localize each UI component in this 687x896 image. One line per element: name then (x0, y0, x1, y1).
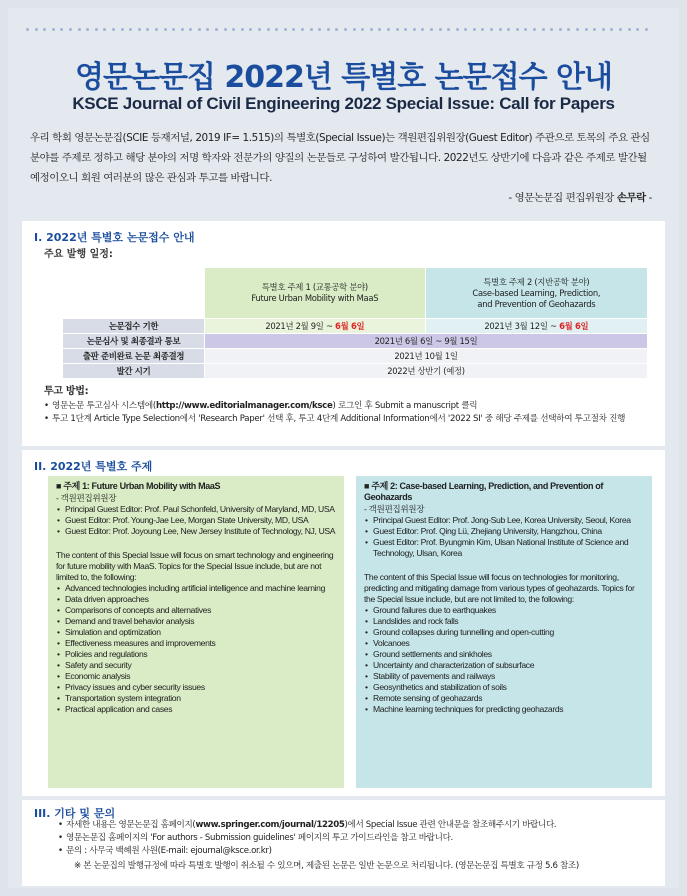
decorative-dot (378, 28, 381, 31)
decorative-dot (421, 28, 424, 31)
decorative-dot (198, 28, 201, 31)
theme1-description: The content of this Special Issue will focus on smart technology and engineering for future mobility with MaaS. Topics for the Special Issue include, but are not limited to, the following: (56, 550, 334, 582)
editor-item: • Guest Editor: Prof. Joyoung Lee, New Jersey Institute of Technology, NJ, USA (56, 526, 336, 537)
topic-item: • Ground collapses during tunnelling and open-cutting (364, 627, 644, 638)
springer-link[interactable]: www.springer.com/journal/12205 (195, 820, 345, 830)
section-themes (22, 450, 665, 796)
topic-item: • Demand and travel behavior analysis (56, 616, 336, 627)
schedule-label: 주요 발행 일정: (44, 249, 113, 260)
signature-name: 손무락 (616, 192, 646, 204)
theme1-editors-label: - 객원편집위원장 (56, 493, 117, 503)
theme2-header (425, 268, 647, 319)
decorative-dot (52, 28, 55, 31)
decorative-dot (344, 28, 347, 31)
decorative-dot (275, 28, 278, 31)
decorative-dot (490, 28, 493, 31)
editor-item: • Guest Editor: Prof. Young-Jae Lee, Morgan State University, MD, USA (56, 515, 336, 526)
page-title-korean: 영문논문집 2022년 특별호 논문접수 안내 (75, 60, 612, 95)
decorative-dot (499, 28, 502, 31)
decorative-dot (387, 28, 390, 31)
decorative-dot (516, 28, 519, 31)
deadline2-end: 6월 6일 (559, 321, 589, 331)
decorative-dot (112, 28, 115, 31)
theme1-header-en: Future Urban Mobility with MaaS (251, 293, 379, 303)
decorative-dot (310, 28, 313, 31)
topic-item: • Effectiveness measures and improvements (56, 638, 336, 649)
review-value: 2021년 6월 6일 ~ 9월 15일 (205, 334, 648, 349)
topic-item: • Transportation system integration (56, 693, 336, 704)
decorative-dot (172, 28, 175, 31)
topic-item: • Privacy issues and cyber security issues (56, 682, 336, 693)
theme1-header (205, 268, 426, 319)
decorative-dot (267, 28, 270, 31)
decorative-dot (370, 28, 373, 31)
topic-item: • Landslides and rock falls (364, 616, 644, 627)
topic-item: • Volcanoes (364, 638, 644, 649)
decorative-dot (619, 28, 622, 31)
decorative-dot (69, 28, 72, 31)
decorative-dot (155, 28, 158, 31)
deadline2-start: 2021년 3월 12일 ~ (484, 321, 560, 331)
prep-value: 2021년 10월 1일 (205, 349, 648, 364)
section-submission-info (22, 221, 665, 446)
decorative-dot (249, 28, 252, 31)
editorial-manager-link[interactable]: http://www.editorialmanager.com/ksce (155, 401, 333, 411)
decorative-dot (318, 28, 321, 31)
section-contact (22, 800, 665, 886)
theme2-header-en-1: Case-based Learning, Prediction, (472, 287, 601, 298)
review-label: 논문심사 및 최종결과 통보 (63, 334, 205, 349)
decorative-dot (103, 28, 106, 31)
decorative-dot (404, 28, 407, 31)
decorative-dot (593, 28, 596, 31)
section2-title: II. 2022년 특별호 주제 (34, 460, 153, 473)
decorative-dots (26, 28, 648, 31)
theme2-header-ko: 특별호 주제 2 (지반공학 분야) (483, 276, 590, 287)
section1-title: I. 2022년 특별호 논문접수 안내 (34, 231, 195, 244)
method1-post: ) 로그인 후 Submit a manuscript 클릭 (332, 401, 478, 411)
decorative-dot (636, 28, 639, 31)
editor-item: • Principal Guest Editor: Prof. Paul Schonfeld, University of Maryland, MD, USA (56, 504, 336, 515)
editor-item: • Guest Editor: Prof. Byungmin Kim, Ulsan National Institute of Science and Technology, Ulsan, Korea (364, 537, 644, 559)
decorative-dot (60, 28, 63, 31)
item1-pre: 자세한 내용은 영문논문집 홈페이지( (66, 820, 196, 830)
deadline-label: 논문접수 기한 (63, 319, 205, 334)
decorative-dot (456, 28, 459, 31)
theme2-topics-list (364, 605, 644, 715)
page (8, 8, 679, 888)
decorative-dot (464, 28, 467, 31)
contact-item-3: • 문의 : 사무국 백혜원 사원(E-mail: ejournal@ksce.or.kr) (58, 845, 658, 858)
decorative-dot (430, 28, 433, 31)
topic-item: • Stability of pavements and railways (364, 671, 644, 682)
decorative-dot (481, 28, 484, 31)
topic-item: • Machine learning techniques for predicting geohazards (364, 704, 644, 715)
deadline-theme1 (205, 319, 426, 334)
submission-method (44, 385, 654, 426)
section3-title: III. 기타 및 문의 (34, 807, 116, 820)
decorative-dot (533, 28, 536, 31)
publication-value: 2022년 상반기 (예정) (205, 364, 648, 379)
decorative-dot (129, 28, 132, 31)
decorative-dot (473, 28, 476, 31)
topic-item: • Simulation and optimization (56, 627, 336, 638)
topic-item: • Uncertainty and characterization of subsurface (364, 660, 644, 671)
decorative-dot (121, 28, 124, 31)
decorative-dot (284, 28, 287, 31)
theme1-panel (48, 476, 344, 788)
decorative-dot (78, 28, 81, 31)
topic-item: • Ground settlements and sinkholes (364, 649, 644, 660)
topic-item: • Economic analysis (56, 671, 336, 682)
decorative-dot (215, 28, 218, 31)
method-title: 투고 방법: (44, 386, 89, 397)
topic-item: • Safety and security (56, 660, 336, 671)
decorative-dot (645, 28, 648, 31)
decorative-dot (301, 28, 304, 31)
contact-note: ※ 본 논문집의 발행규정에 따라 특별호 발행이 취소될 수 있으며, 제출된 논문은 일반 논문으로 처리됩니다. (영문논문집 특별호 규정 5.6 참조) (74, 861, 579, 871)
intro-paragraph: 우리 학회 영문논문집(SCIE 등재저널, 2019 IF= 1.515)의 특별호(Special Issue)는 객원편집위원장(Guest Editor) 주관으로 토목의 주요 관심분야를 주제로 정하고 해당 분야의 저명 학자와 전문가의 양질의 논문들로 구성하여 발간됩니다. 2022년도 상반기에 다음과 같은 주제로 발간될 예정이오니 회원 여러분의 많은 관심과 투고를 바랍니다. (30, 132, 650, 184)
decorative-dot (628, 28, 631, 31)
theme1-header-ko: 특별호 주제 1 (교통공학 분야) (261, 282, 368, 292)
deadline1-end: 6월 6일 (335, 321, 365, 331)
decorative-dot (146, 28, 149, 31)
theme1-title: ■ 주제 1: Future Urban Mobility with MaaS (56, 481, 221, 491)
topic-item: • Advanced technologies including artificial intelligence and machine learning (56, 583, 336, 594)
decorative-dot (43, 28, 46, 31)
method-item-1 (44, 400, 654, 413)
theme2-header-en-2: and Prevention of Geohazards (477, 298, 596, 309)
decorative-dot (189, 28, 192, 31)
decorative-dot (26, 28, 29, 31)
contact-item-2: • 영문논문집 홈페이지의 'For authors - Submission guidelines' 페이지의 투고 가이드라인을 참고 바랍니다. (58, 832, 658, 845)
decorative-dot (559, 28, 562, 31)
topic-item: • Geosynthetics and stabilization of soils (364, 682, 644, 693)
theme1-topics-list (56, 583, 336, 715)
editor-item: • Principal Guest Editor: Prof. Jong-Sub Lee, Korea University, Seoul, Korea (364, 515, 644, 526)
decorative-dot (95, 28, 98, 31)
theme2-title: ■ 주제 2: Case-based Learning, Prediction, and Prevention of Geohazards (364, 481, 604, 502)
decorative-dot (164, 28, 167, 31)
theme2-editors-list (364, 515, 644, 559)
decorative-dot (507, 28, 510, 31)
decorative-dot (353, 28, 356, 31)
decorative-dot (576, 28, 579, 31)
topic-item: • Remote sensing of geohazards (364, 693, 644, 704)
method1-pre: 영문논문 투고심사 시스템에( (52, 401, 156, 411)
theme2-description: The content of this Special Issue will focus on technologies for monitoring, predicting and mitigating damage from various types of geohazards. Topics for the Special Issue include, but are not limited to, the following: (364, 572, 635, 604)
decorative-dot (86, 28, 89, 31)
topic-item: • Policies and regulations (56, 649, 336, 660)
decorative-dot (542, 28, 545, 31)
intro-signature (30, 188, 658, 208)
decorative-dot (224, 28, 227, 31)
theme2-editors-label: - 객원편집위원장 (364, 504, 425, 514)
schedule-table (62, 267, 648, 379)
publication-label: 발간 시기 (63, 364, 205, 379)
decorative-dot (567, 28, 570, 31)
decorative-dot (292, 28, 295, 31)
decorative-dot (138, 28, 141, 31)
decorative-dot (610, 28, 613, 31)
page-title-english: KSCE Journal of Civil Engineering 2022 Special Issue: Call for Papers (72, 94, 615, 113)
table-corner (63, 268, 205, 319)
editor-item: • Guest Editor: Prof. Qing Lü, Zhejiang University, Hangzhou, China (364, 526, 644, 537)
decorative-dot (258, 28, 261, 31)
decorative-dot (396, 28, 399, 31)
decorative-dot (241, 28, 244, 31)
decorative-dot (524, 28, 527, 31)
decorative-dot (413, 28, 416, 31)
decorative-dot (361, 28, 364, 31)
decorative-dot (335, 28, 338, 31)
contact-list (58, 819, 658, 859)
topic-item: • Practical application and cases (56, 704, 336, 715)
item1-post: )에서 Special Issue 관련 안내문을 참조해주시기 바랍니다. (344, 820, 557, 830)
theme2-panel (356, 476, 652, 788)
decorative-dot (181, 28, 184, 31)
topic-item: • Data driven approaches (56, 594, 336, 605)
decorative-dot (585, 28, 588, 31)
contact-item-1 (58, 819, 658, 832)
theme1-editors-list (56, 504, 336, 537)
topic-item: • Comparisons of concepts and alternatives (56, 605, 336, 616)
deadline-theme2 (425, 319, 647, 334)
method-item-2: • 투고 1단계 Article Type Selection에서 'Research Paper' 선택 후, 투고 4단계 Additional Information에서 '2022 SI' 중 해당 주제를 선택하여 투고절차 진행 (44, 413, 654, 426)
signature-prefix: - 영문논문집 편집위원장 (508, 192, 617, 204)
intro-text (30, 128, 658, 208)
decorative-dot (327, 28, 330, 31)
decorative-dot (602, 28, 605, 31)
decorative-dot (447, 28, 450, 31)
decorative-dot (35, 28, 38, 31)
deadline1-start: 2021년 2월 9일 ~ (265, 321, 336, 331)
topic-item: • Ground failures due to earthquakes (364, 605, 644, 616)
prep-label: 출판 준비완료 논문 최종결정 (63, 349, 205, 364)
decorative-dot (439, 28, 442, 31)
decorative-dot (206, 28, 209, 31)
decorative-dot (550, 28, 553, 31)
signature-suffix: - (645, 192, 652, 204)
decorative-dot (232, 28, 235, 31)
